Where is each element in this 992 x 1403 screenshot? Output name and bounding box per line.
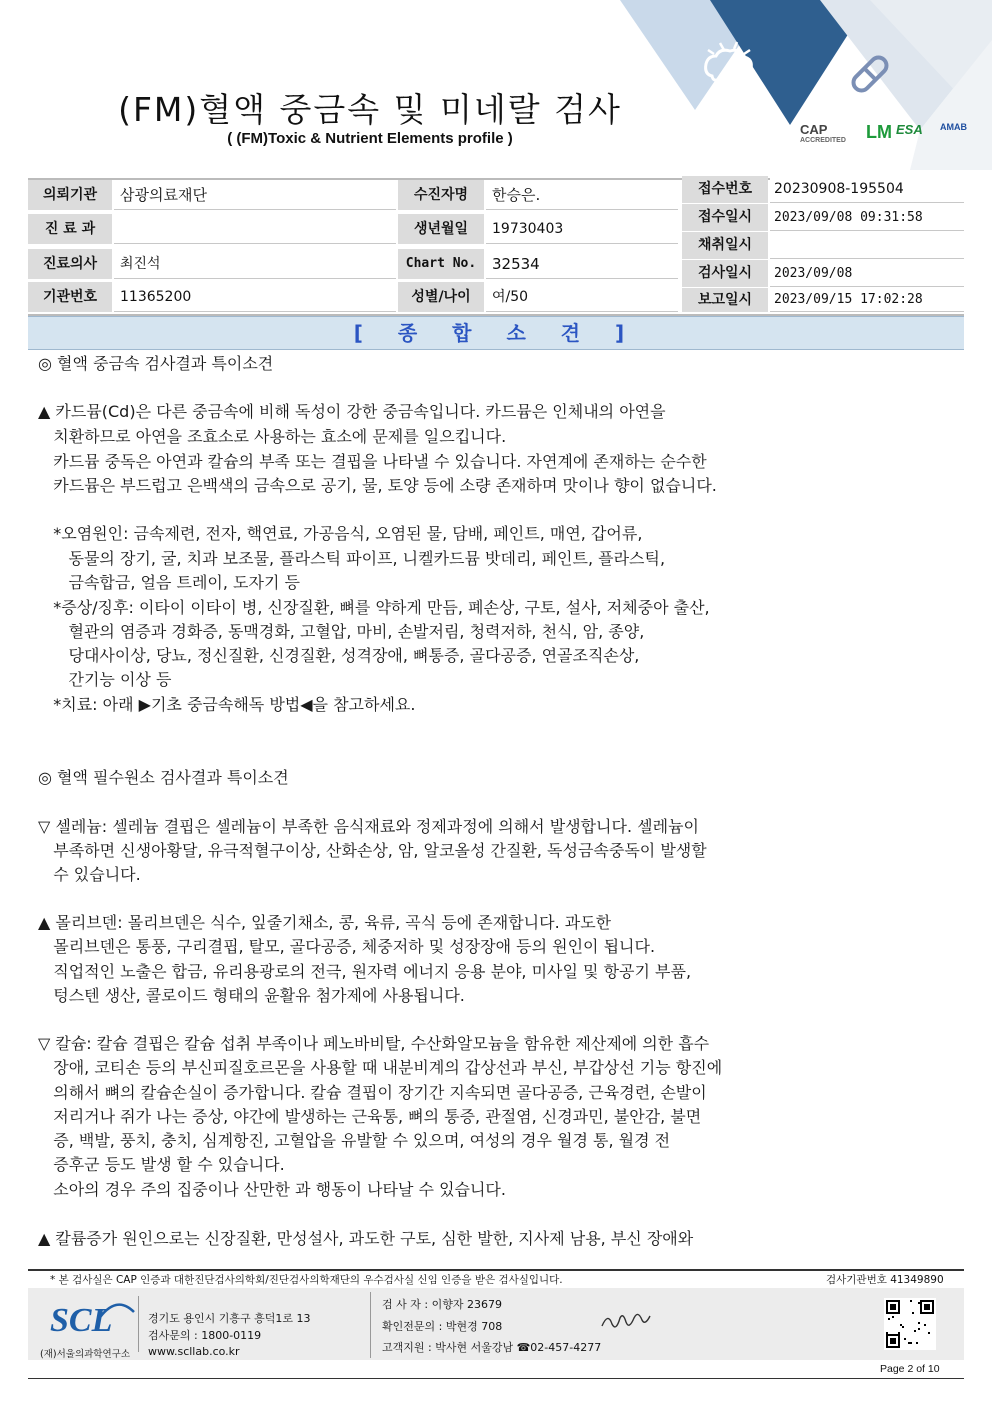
opinion-line: 몰리브덴은 통풍, 구리결핍, 탈모, 골다공증, 체중저하 및 성장장애 등의 원인이 됩니다. bbox=[38, 937, 656, 956]
opinion-line: ◎ 혈액 필수원소 검사결과 특이소견 bbox=[38, 768, 289, 787]
opinion-line: 증, 백발, 풍치, 충치, 심계항진, 고혈압을 유발할 수 있으며, 여성의 경우 월경 통, 월경 전 bbox=[38, 1131, 671, 1150]
opinion-line: ▲ 몰리브덴: 몰리브덴은 식수, 잎줄기채소, 콩, 육류, 곡식 등에 존재합니다. 과도한 bbox=[38, 913, 612, 932]
opinion-line: 저리거나 쥐가 나는 증상, 야간에 발생하는 근육통, 뼈의 통증, 관절염, 신경과민, 불안감, 불면 bbox=[38, 1107, 702, 1126]
opinion-line: *오염원인: 금속제련, 전자, 핵연료, 가공음식, 오염된 물, 담배, 페인트, 매연, 갑어류, bbox=[38, 524, 643, 543]
label-collect-date: 채취일시 bbox=[682, 232, 768, 259]
opinion-line: *치료: 아래 ▶기초 중금속해독 방법◀을 참고하세요. bbox=[38, 695, 416, 714]
opinion-line: 치환하므로 아연을 조효소로 사용하는 효소에 문제를 일으킵니다. bbox=[38, 427, 507, 446]
value-report-date: 2023/09/15 17:02:28 bbox=[770, 288, 964, 312]
page-title: (FM)혈액 중금속 및 미네랄 검사 bbox=[118, 90, 622, 129]
scl-logo-arc bbox=[96, 1300, 136, 1322]
label-sex-age: 성별/나이 bbox=[398, 282, 484, 312]
opinion-line: 카드뮴 중독은 아연과 칼슘의 부족 또는 결핍을 나타낼 수 있습니다. 자연계에 존재하는 순수한 bbox=[38, 452, 707, 471]
organization-name: (재)서울의과학연구소 bbox=[40, 1349, 131, 1360]
value-receipt-no: 20230908-195504 bbox=[770, 176, 964, 203]
opinion-line: ◎ 혈액 중금속 검사결과 특이소견 bbox=[38, 354, 274, 373]
scl-logo: SCL bbox=[50, 1302, 113, 1339]
page-number: Page 2 of 10 bbox=[880, 1363, 940, 1375]
opinion-line: ▽ 칼슘: 칼슘 결핍은 칼슘 섭취 부족이나 페노바비탈, 수산화알모늄을 함유한 제산제에 의한 흡수 bbox=[38, 1034, 710, 1053]
label-institution: 의뢰기관 bbox=[28, 180, 112, 210]
opinion-line: 간기능 이상 등 bbox=[38, 670, 172, 689]
esa-logo: ESA bbox=[896, 122, 923, 137]
certification-logos bbox=[800, 122, 972, 154]
certification-note: * 본 검사실은 CAP 인증과 대한진단검사의학회/진단검사의학재단의 우수검사실 신임 인증을 받은 검사실입니다. bbox=[50, 1274, 563, 1286]
value-sex-age: 여/50 bbox=[486, 282, 678, 312]
lm-logo: LM bbox=[866, 122, 892, 142]
label-department: 진 료 과 bbox=[28, 214, 112, 244]
opinion-line: 혈관의 염증과 경화증, 동맥경화, 고혈압, 마비, 손발저림, 청력저하, 천식, 암, 종양, bbox=[38, 622, 645, 641]
footer-separator bbox=[138, 1296, 139, 1352]
cap-logo: CAP bbox=[800, 122, 828, 137]
website-link[interactable]: www.scllab.co.kr bbox=[148, 1345, 240, 1358]
address: 경기도 용인시 기흥구 흥덕1로 13 bbox=[148, 1312, 311, 1325]
value-receipt-date: 2023/09/08 09:31:58 bbox=[770, 204, 964, 231]
value-patient: 한승은. bbox=[486, 180, 678, 210]
value-physician: 최진석 bbox=[114, 249, 396, 279]
value-inst-no: 11365200 bbox=[114, 282, 396, 312]
specialist-signature bbox=[598, 1310, 654, 1334]
opinion-line: 텅스텐 생산, 콜로이드 형태의 윤활유 첨가제에 사용됩니다. bbox=[38, 986, 465, 1005]
opinion-line: ▽ 셀레늄: 셀레늄 결핍은 셀레늄이 부족한 음식재료와 정제과정에 의해서 발생합니다. 셀레늄이 bbox=[38, 817, 699, 836]
opinion-line: 소아의 경우 주의 집중이나 산만한 과 행동이 나타날 수 있습니다. bbox=[38, 1180, 506, 1199]
opinion-line: 부족하면 신생아황달, 유극적혈구이상, 산화손상, 암, 알코올성 간질환, 독성금속중독이 발생할 bbox=[38, 841, 707, 860]
label-test-date: 검사일시 bbox=[682, 260, 768, 287]
qr-code bbox=[884, 1298, 936, 1350]
lab-number: 검사기관번호 41349890 bbox=[826, 1274, 944, 1286]
opinion-line: 장애, 코티손 등의 부신피질호르몬을 사용할 때 내분비계의 갑상선과 부신, 부갑상선 기능 항진에 bbox=[38, 1058, 723, 1077]
specialist: 확인전문의 : 박현경 708 bbox=[382, 1320, 503, 1333]
label-physician: 진료의사 bbox=[28, 249, 112, 279]
amab-logo: AMAB bbox=[940, 122, 967, 132]
value-test-date: 2023/09/08 bbox=[770, 260, 964, 287]
opinion-line: 직업적인 노출은 합금, 유리용광로의 전극, 원자력 에너지 응용 분야, 미사일 및 항공기 부품, bbox=[38, 962, 692, 981]
inquiry-phone: 검사문의 : 1800-0119 bbox=[148, 1329, 262, 1342]
label-inst-no: 기관번호 bbox=[28, 282, 112, 312]
opinion-line: 수 있습니다. bbox=[38, 865, 141, 884]
capsule-icon bbox=[846, 50, 894, 98]
label-patient: 수진자명 bbox=[398, 180, 484, 210]
value-institution: 삼광의료재단 bbox=[114, 180, 396, 210]
opinion-line: ▲ 칼륨증가 원인으로는 신장질환, 만성설사, 과도한 구토, 심한 발한, 지사제 남용, 부신 장애와 bbox=[38, 1229, 694, 1248]
value-chart-no: 32534 bbox=[486, 249, 678, 279]
label-report-date: 보고일시 bbox=[682, 288, 768, 312]
opinion-line: 카드뮴은 부드럽고 은백색의 금속으로 공기, 물, 토양 등에 소량 존재하며 맛이나 향이 없습니다. bbox=[38, 476, 717, 495]
cap-accredited-text: ACCREDITED bbox=[800, 137, 846, 144]
label-receipt-no: 접수번호 bbox=[682, 176, 768, 203]
opinion-line: 금속합금, 얼음 트레이, 도자기 등 bbox=[38, 573, 300, 592]
value-department bbox=[114, 214, 396, 244]
customer-support: 고객지원 : 박사현 서울강남 ☎02-457-4277 bbox=[382, 1341, 602, 1354]
opinion-line: 동물의 장기, 굴, 치과 보조물, 플라스틱 파이프, 니켈카드뮴 밧데리, 페인트, 플라스틱, bbox=[38, 549, 666, 568]
value-birth: 19730403 bbox=[486, 214, 678, 244]
label-birth: 생년월일 bbox=[398, 214, 484, 244]
label-receipt-date: 접수일시 bbox=[682, 204, 768, 231]
bottom-divider bbox=[28, 1378, 964, 1379]
footer-separator bbox=[370, 1292, 371, 1358]
opinion-line: 의해서 뼈의 칼슘손실이 증가합니다. 칼슘 결핍이 장기간 지속되면 골다공증, 근육경련, 손발이 bbox=[38, 1083, 707, 1102]
label-chart-no: Chart No. bbox=[398, 249, 484, 279]
value-collect-date bbox=[770, 232, 964, 259]
opinion-line: 증후군 등도 발생 할 수 있습니다. bbox=[38, 1155, 285, 1174]
page-subtitle: ( (FM)Toxic & Nutrient Elements profile ) bbox=[227, 130, 513, 147]
footer-divider bbox=[28, 1269, 964, 1271]
opinion-line: *증상/징후: 이타이 이타이 병, 신장질환, 뼈를 약하게 만듬, 폐손상, 구토, 설사, 저체중아 출산, bbox=[38, 598, 710, 617]
summary-banner: [ 종 합 소 견 ] bbox=[28, 316, 964, 350]
tester: 검 사 자 : 이향자 23679 bbox=[382, 1298, 502, 1311]
opinion-line: 당대사이상, 당뇨, 정신질환, 신경질환, 성격장애, 뼈통증, 골다공증, 연골조직손상, bbox=[38, 646, 640, 665]
opinion-line: ▲ 카드뮴(Cd)은 다른 중금속에 비해 독성이 강한 중금속입니다. 카드뮴은 인체내의 아연을 bbox=[38, 402, 666, 421]
